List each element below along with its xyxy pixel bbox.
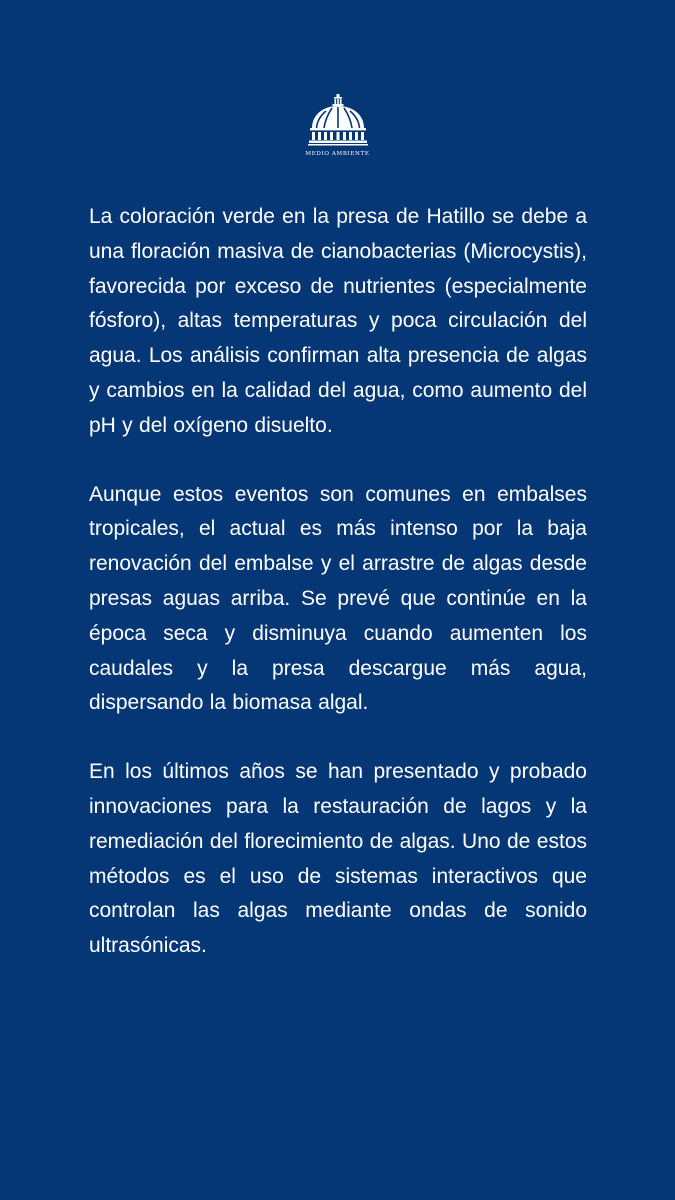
paragraph-1: La coloración verde en la presa de Hatillo se debe a una floración masiva de cianobacterias (Microcystis), favorecida por exceso de nutrientes (especialmente fósforo), altas temperaturas y poca circulación del agua. Los análisis confirman alta presencia de algas y cambios en la calidad del agua, como aumento del pH y del oxígeno disuelto. [89,205,587,437]
paragraph-2: Aunque estos eventos son comunes en embalses tropicales, el actual es más intenso por la baja renovación del embalse y el arrastre de algas desde presas aguas arriba. Se prevé que continúe en la época seca y disminuya cuando aumenten los caudales y la presa descargue más agua, dispersando la biomasa algal. [89,482,587,715]
brand-logo-text: MEDIO AMBIENTE [305,151,370,157]
dome-icon [308,94,368,148]
paragraph-3: En los últimos años se han presentado y probado innovaciones para la restauración de lagos y la remediación del florecimiento de algas. Uno de estos métodos es el uso de sistemas interactivos que controlan las algas mediante ondas de sonido ultrasónicas. [89,760,587,958]
brand-logo [300,94,375,164]
article-body [89,200,587,998]
